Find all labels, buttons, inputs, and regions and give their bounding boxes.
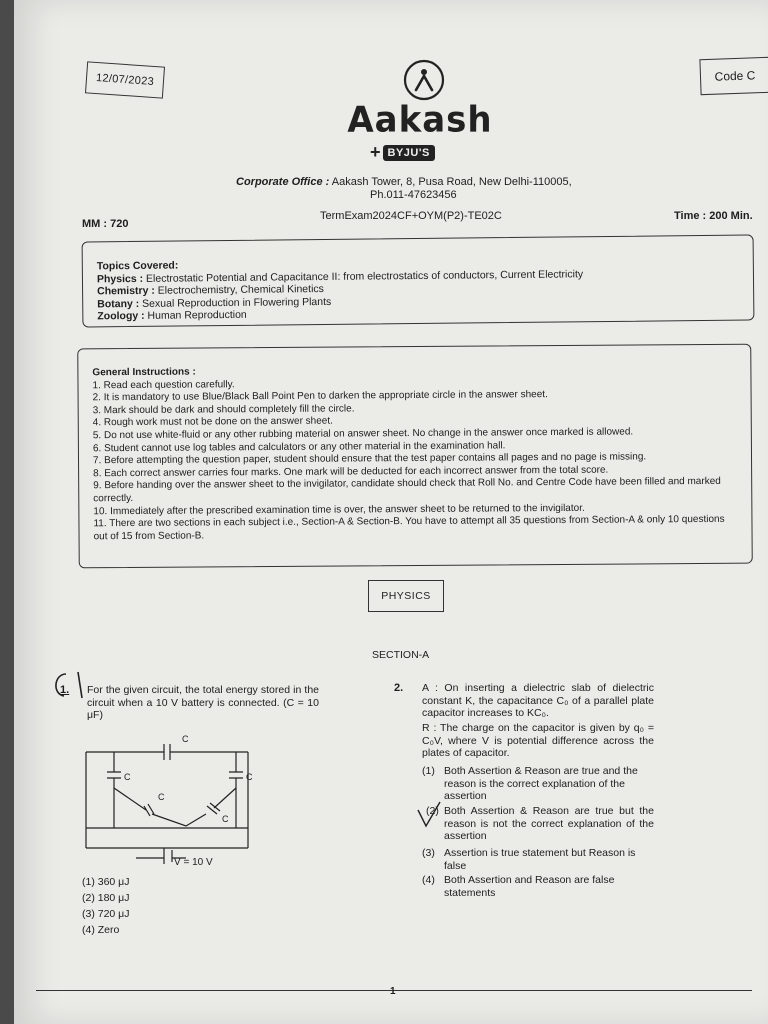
handwritten-mark-icon	[48, 668, 92, 702]
instruction-item: 6. Student cannot use log tables and calculators or any other material in the examination hall.	[92, 439, 506, 454]
exam-code: TermExam2024CF+OYM(P2)-TE02C	[320, 210, 502, 222]
circuit-cap-label: C	[158, 792, 165, 802]
topic-zoology: Zoology : Human Reproduction	[97, 308, 247, 323]
instructions-heading: General Instructions :	[92, 366, 196, 379]
topics-box	[82, 234, 755, 327]
instruction-item: 7. Before attempting the question paper, student should ensure that the test paper contains all pages and no page is missing.	[92, 451, 647, 467]
corporate-address: Aakash Tower, 8, Pusa Road, New Delhi-110005,	[331, 176, 572, 188]
sub-brand-logo: BYJU'S	[383, 145, 435, 161]
aakash-emblem-icon	[402, 58, 446, 102]
question-2-option-text: Both Assertion & Reason are true but the reason is not the correct explanation of the assertion	[444, 805, 654, 842]
instruction-item: 8. Each correct answer carries four marks. One mark will be deducted for each incorrect answer from the total score.	[93, 464, 609, 479]
general-instructions-box	[77, 344, 753, 569]
question-1-text: For the given circuit, the total energy stored in the circuit when a 10 V battery is connected. (C = 10 μF)	[87, 684, 319, 721]
topics-heading: Topics Covered:	[96, 259, 179, 273]
paper-code-box: Code C	[699, 57, 768, 95]
question-1-option: (1) 360 μJ	[82, 876, 130, 888]
instruction-item: 9. Before handing over the answer sheet to the invigilator, candidate should check that Roll No. and Centre Code have been filled and marked correctly.	[93, 476, 721, 505]
instruction-item: 10. Immediately after the prescribed examination time is over, the answer sheet to be returned to the invigilator.	[93, 502, 585, 517]
question-2-option-text: Assertion is true statement but Reason is false	[444, 847, 636, 872]
circuit-cap-label: C	[182, 734, 189, 744]
question-2-assertion: A : On inserting a dielectric slab of dielectric constant K, the capacitance C₀ of a parallel plate capacitor increases to KC₀.	[422, 682, 654, 719]
question-2-option-num: (1)	[422, 765, 435, 777]
question-1-option: (2) 180 μJ	[82, 892, 130, 904]
plus-icon: +	[370, 142, 381, 162]
instruction-item: 4. Rough work must not be done on the answer sheet.	[92, 415, 333, 429]
page-number: 1	[390, 986, 396, 997]
instruction-item: 3. Mark should be dark and should completely fill the circle.	[92, 403, 355, 417]
circuit-cap-label: C	[246, 772, 253, 782]
max-marks: MM : 720	[82, 218, 129, 230]
instruction-item: 5. Do not use white-fluid or any other rubbing material on answer sheet. No change in the answer once marked is allowed.	[92, 426, 634, 442]
topic-chemistry: Chemistry : Electrochemistry, Chemical Kinetics	[97, 282, 324, 298]
instruction-item: 1. Read each question carefully.	[92, 378, 235, 391]
question-2-option-num: (3)	[422, 847, 435, 859]
question-2-number: 2.	[394, 682, 404, 694]
question-2-reason: R : The charge on the capacitor is given by q₀ = C₀V, where V is potential difference across the plates of capacitor.	[422, 722, 654, 759]
question-1-option: (3) 720 μJ	[82, 908, 130, 920]
question-2-option-text: Both Assertion & Reason are true and the reason is the correct explanation of the assertion	[444, 765, 638, 802]
date-stamp: 12/07/2023	[85, 61, 165, 98]
subject-heading: PHYSICS	[368, 580, 444, 612]
byjus-badge	[370, 142, 435, 163]
question-1-number: 1.	[60, 684, 70, 696]
capacitor-circuit-diagram	[76, 730, 266, 870]
section-heading: SECTION-A	[372, 649, 430, 661]
instruction-item: 11. There are two sections in each subject i.e., Section-A & Section-B. You have to attempt all 35 questions from Section-A & only 10 questions out of 15 from Section-B.	[93, 513, 725, 542]
instruction-item: 2. It is mandatory to use Blue/Black Ball Point Pen to darken the appropriate circle in the answer sheet.	[92, 389, 548, 404]
exam-time: Time : 200 Min.	[674, 210, 753, 222]
question-1-option: (4) Zero	[82, 924, 120, 936]
question-2-option-num: (2)	[426, 805, 439, 817]
question-2-option-num: (4)	[422, 874, 435, 886]
topic-physics: Physics : Electrostatic Potential and Capacitance II: from electrostatics of conductors, Current Electricity	[96, 267, 584, 285]
corporate-office	[236, 176, 572, 188]
brand-logo: Aakash	[347, 99, 493, 141]
circuit-cap-label: C	[222, 814, 229, 824]
exam-paper	[14, 0, 768, 1024]
corporate-label: Corporate Office :	[236, 176, 330, 188]
topic-botany: Botany : Sexual Reproduction in Flowering Plants	[97, 295, 332, 310]
phone-number: Ph.011-47623456	[370, 189, 457, 201]
voltage-label: V = 10 V	[174, 857, 213, 868]
question-2-option-text: Both Assertion and Reason are false statements	[444, 874, 615, 899]
circuit-cap-label: C	[124, 772, 131, 782]
